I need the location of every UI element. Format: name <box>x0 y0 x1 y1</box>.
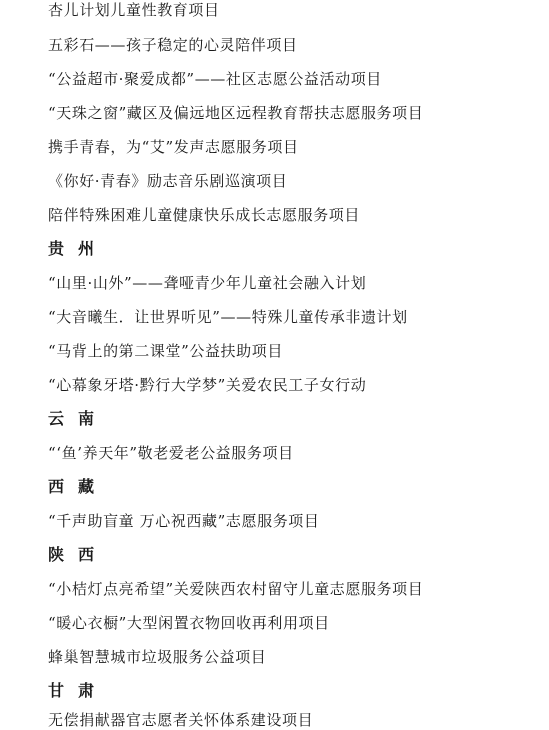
project-item: “‘鱼’养天年”敬老爱老公益服务项目 <box>48 444 294 462</box>
region-heading-yunnan <box>48 409 541 429</box>
project-item: 无偿捐献器官志愿者关怀体系建设项目 <box>48 711 314 729</box>
region-heading-gansu <box>48 681 541 701</box>
project-item: 杏儿计划儿童性教育项目 <box>48 1 220 19</box>
region-heading-char: 云 <box>48 409 65 428</box>
project-item: “千声助盲童 万心祝西藏”志愿服务项目 <box>48 512 320 530</box>
region-heading-char: 藏 <box>78 477 95 496</box>
region-heading-guizhou <box>48 239 541 259</box>
region-heading-shaanxi <box>48 545 541 565</box>
project-item: 《你好·青春》励志音乐剧巡演项目 <box>48 172 288 190</box>
region-heading-char: 贵 <box>48 239 65 258</box>
project-item: “山里·山外”——聋哑青少年儿童社会融入计划 <box>48 274 367 292</box>
project-item: “公益超市·聚爱成都”——社区志愿公益活动项目 <box>48 70 382 88</box>
region-heading-char: 西 <box>48 477 65 496</box>
project-item: “暖心衣橱”大型闲置衣物回收再利用项目 <box>48 614 330 632</box>
project-item: 五彩石——孩子稳定的心灵陪伴项目 <box>48 36 298 54</box>
project-item: “天珠之窗”藏区及偏远地区远程教育帮扶志愿服务项目 <box>48 104 424 122</box>
project-item: “马背上的第二课堂”公益扶助项目 <box>48 342 283 360</box>
project-item: 蜂巢智慧城市垃圾服务公益项目 <box>48 648 267 666</box>
project-item: “心幕象牙塔·黔行大学梦”关爱农民工子女行动 <box>48 376 367 394</box>
region-heading-char: 陕 <box>48 545 65 564</box>
project-item: 携手青春，为“艾”发声志愿服务项目 <box>48 138 299 156</box>
region-heading-xizang <box>48 477 541 497</box>
region-heading-char: 州 <box>78 239 95 258</box>
region-heading-char: 肃 <box>78 681 95 700</box>
region-heading-char: 南 <box>78 409 95 428</box>
region-heading-char: 甘 <box>48 681 65 700</box>
project-item: 陪伴特殊困难儿童健康快乐成长志愿服务项目 <box>48 206 361 224</box>
project-item: “小桔灯点亮希望”关爱陕西农村留守儿童志愿服务项目 <box>48 580 424 598</box>
region-heading-char: 西 <box>78 545 95 564</box>
project-item: “大音曦生．让世界听见”——特殊儿童传承非遗计划 <box>48 308 408 326</box>
